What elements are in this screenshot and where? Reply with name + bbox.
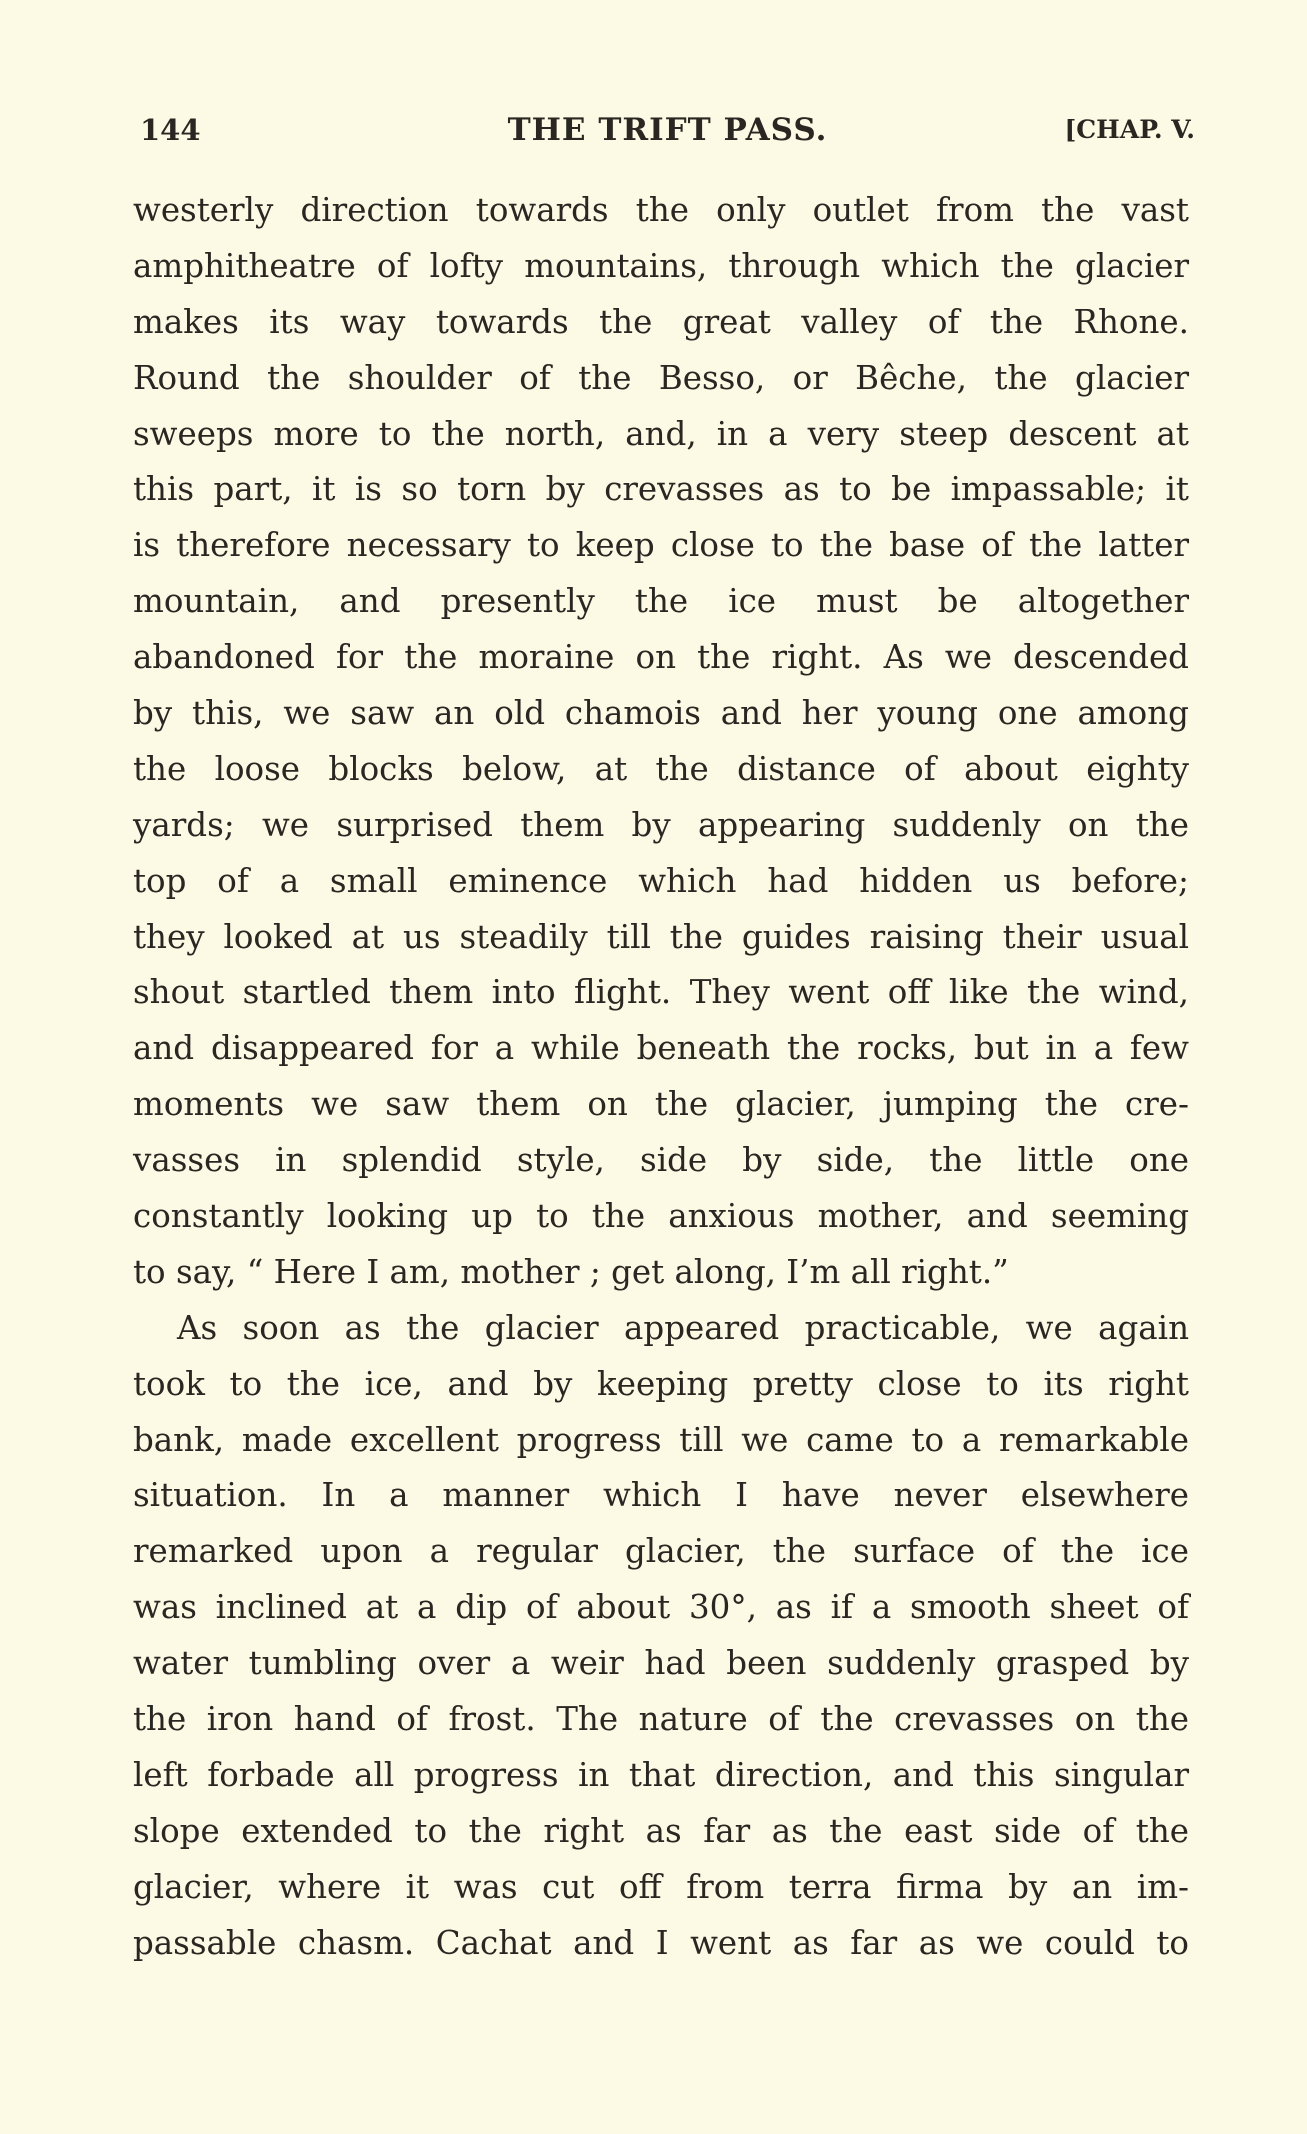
- page-number: 144: [140, 113, 201, 147]
- text-line: water tumbling over a weir had been suddenly grasped by: [133, 1644, 1189, 1683]
- text-line: constantly looking up to the anxious mother, and seeming: [133, 1197, 1189, 1236]
- text-line: they looked at us steadily till the guides raising their usual: [133, 917, 1189, 956]
- text-line: the loose blocks below, at the distance of about eighty: [133, 749, 1189, 788]
- text-line: shout startled them into flight. They went off like the wind,: [133, 973, 1189, 1012]
- text-line: westerly direction towards the only outlet from the vast: [133, 191, 1189, 229]
- text-line: glacier, where it was cut off from terra firma by an im-: [133, 1867, 1189, 1906]
- body-text: [133, 183, 1189, 1972]
- text-line: is therefore necessary to keep close to the base of the latter: [133, 526, 1189, 565]
- text-line: left forbade all progress in that direction, and this singular: [133, 1755, 1189, 1794]
- text-line: bank, made excellent progress till we came to a remarkable: [133, 1420, 1189, 1459]
- text-line: passable chasm. Cachat and I went as far as we could to: [133, 1923, 1189, 1962]
- chapter-reference: [CHAP. V.: [1064, 115, 1195, 144]
- text-line: As soon as the glacier appeared practicable, we again: [177, 1308, 1189, 1347]
- text-line: vasses in splendid style, side by side, the little one: [133, 1141, 1189, 1180]
- text-line: remarked upon a regular glacier, the surface of the ice: [133, 1532, 1189, 1571]
- text-line: slope extended to the right as far as the east side of the: [133, 1811, 1189, 1850]
- text-line: this part, it is so torn by crevasses as to be impassable; it: [133, 470, 1189, 509]
- text-line: sweeps more to the north, and, in a very steep descent at: [133, 414, 1189, 453]
- text-line: by this, we saw an old chamois and her young one among: [133, 694, 1189, 733]
- text-line: abandoned for the moraine on the right. As we descended: [133, 638, 1189, 677]
- text-line: Round the shoulder of the Besso, or Bêche, the glacier: [133, 358, 1189, 397]
- text-line: took to the ice, and by keeping pretty close to its right: [133, 1364, 1189, 1403]
- text-line: and disappeared for a while beneath the rocks, but in a few: [133, 1029, 1189, 1068]
- text-line: top of a small eminence which had hidden us before;: [133, 861, 1189, 900]
- text-line: amphitheatre of lofty mountains, through which the glacier: [133, 246, 1189, 285]
- running-head: [140, 108, 1195, 152]
- text-line: moments we saw them on the glacier, jumping the cre-: [133, 1085, 1189, 1124]
- text-line: makes its way towards the great valley of the Rhone.: [133, 302, 1189, 341]
- text-line: was inclined at a dip of about 30°, as if a smooth sheet of: [133, 1588, 1189, 1627]
- page-title: THE TRIFT PASS.: [507, 112, 828, 148]
- text-line: yards; we surprised them by appearing suddenly on the: [133, 805, 1189, 844]
- text-line: mountain, and presently the ice must be altogether: [133, 582, 1189, 621]
- text-line: the iron hand of frost. The nature of the crevasses on the: [133, 1700, 1189, 1739]
- text-line: to say, “ Here I am, mother ; get along, I’m all right.”: [133, 1252, 1009, 1291]
- text-line: situation. In a manner which I have never elsewhere: [133, 1476, 1189, 1515]
